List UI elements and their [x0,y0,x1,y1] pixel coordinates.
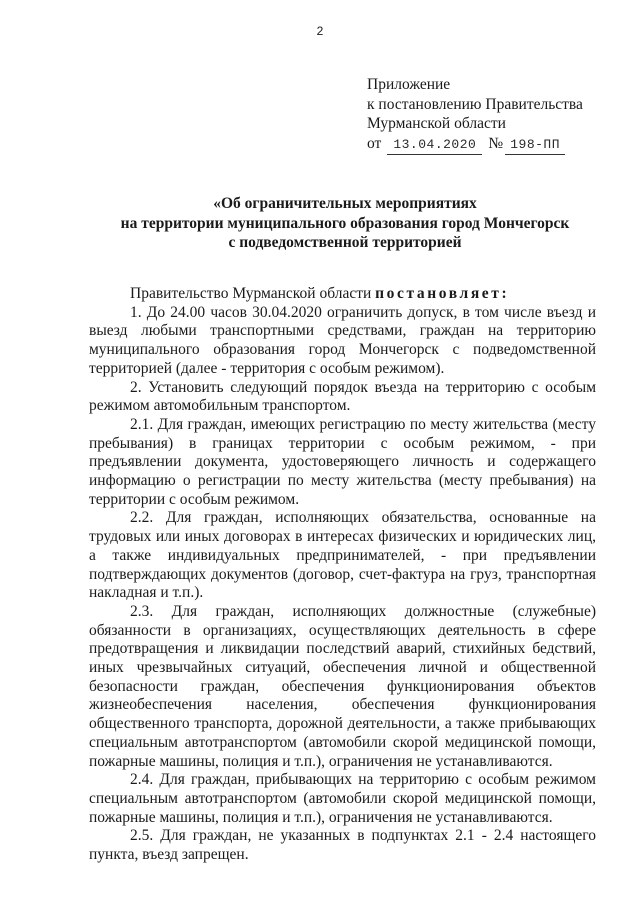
intro-text: Правительство Мурманской области [130,285,372,302]
page-number: 2 [316,24,324,38]
appendix-block [367,75,583,155]
title-line-1: «Об ограничительных мероприятиях [213,195,477,212]
number-label: № [488,134,504,152]
appendix-heading: Приложение [367,76,451,93]
paragraph-1: 1. До 24.00 часов 30.04.2020 ограничить допуск, в том числе въезд и выезд любыми транспортными средствами, граждан на территорию муниципального образования город Мончегорск с подведомственной территорией (далее - территория с особым режимом). [89,303,596,377]
from-label: от [367,134,382,152]
paragraph-2-5: 2.5. Для граждан, не указанных в подпунктах 2.1 - 2.4 настоящего пункта, въезд запрещен. [89,827,596,864]
title-line-2: на территории муниципального образования город Мончегорск [120,214,570,232]
document-title [100,194,590,253]
intro-decree-word: постановляет: [375,285,510,302]
appendix-date-number-line [367,134,583,156]
paragraph-2-1: 2.1. Для граждан, имеющих регистрацию по месту жительства (месту пребывания) в границах территории с особым режимом, - при предъявлении документа, удостоверяющего личность и содержащего информацию о регистрации по месту жительства (месту пребывания) на территории с особым режимом. [89,415,596,508]
paragraph-2-4: 2.4. Для граждан, прибывающих на территорию с особым режимом специальным автотранспортом (автомобили скорой медицинской помощи, пожарные машины, полиция и т.п.), ограничения не устанавливаются. [89,771,596,826]
decree-date: 13.04.2020 [387,135,482,156]
paragraph-2: 2. Установить следующий порядок въезда на территорию с особым режимом автомобильным транспортом. [89,378,596,415]
intro-paragraph [89,285,596,304]
paragraph-2-2: 2.2. Для граждан, исполняющих обязательства, основанные на трудовых или иных договорах в интересах физических и юридических лиц, а также индивидуальных предпринимателей, - при предъявлении подтверждающих документов (договор, счет-фактура на груз, транспортная накладная и т.п.). [89,509,596,602]
appendix-decree-ref: к постановлению Правительства [367,95,583,113]
title-line-3: с подведомственной территорией [228,234,462,251]
document-body [89,285,596,865]
appendix-region: Мурманской области [367,115,506,132]
decree-number: 198-ПП [505,135,565,156]
paragraph-2-3: 2.3. Для граждан, исполняющих должностные (служебные) обязанности в организациях, осуществляющих деятельность в сфере предотвращения и ликвидации последствий аварий, стихийных бедствий, иных чрезвычайных ситуаций, обеспечения личной и общественной безопасности граждан, обеспечения функционирования объектов жизнеобеспечения населения, обеспечения функционирования общественного транспорта, дорожной деятельности, а также прибывающих специальным автотранспортом (автомобили скорой медицинской помощи, пожарные машины, полиция и т.п.), ограничения не устанавливаются. [89,602,596,770]
